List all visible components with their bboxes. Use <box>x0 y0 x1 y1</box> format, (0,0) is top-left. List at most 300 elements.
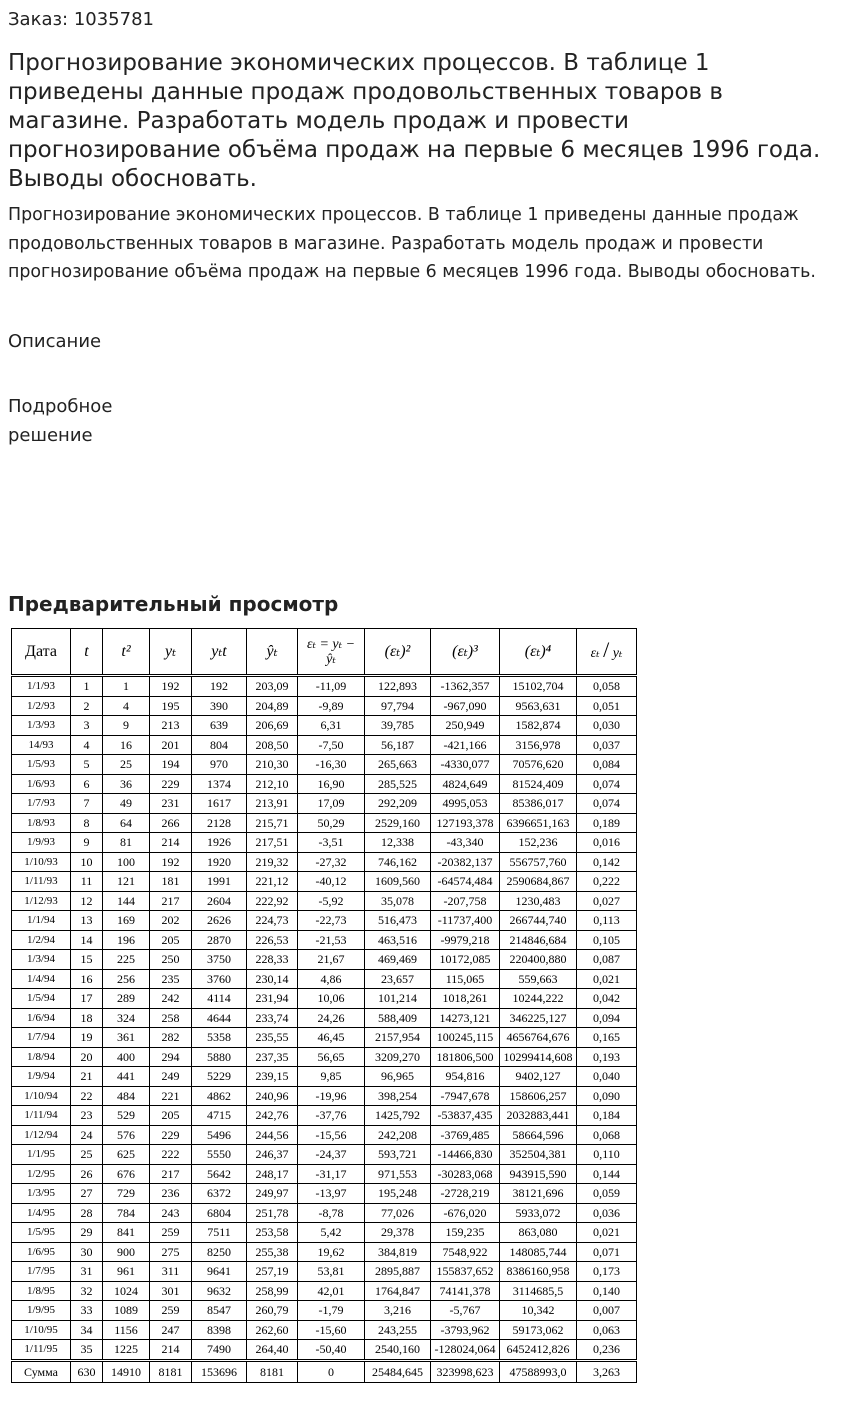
table-cell: 5550 <box>192 1145 247 1165</box>
table-cell: 3114685,5 <box>500 1281 577 1301</box>
table-cell: 228,33 <box>247 950 298 970</box>
table-cell: 390 <box>192 696 247 716</box>
date-cell: 1/3/95 <box>12 1184 71 1204</box>
table-cell: 301 <box>150 1281 192 1301</box>
table-cell: 236 <box>150 1184 192 1204</box>
table-row <box>12 930 637 950</box>
table-cell: 2157,954 <box>365 1028 431 1048</box>
table-cell: 122,893 <box>365 676 431 697</box>
table-row <box>12 1086 637 1106</box>
table-cell: 292,209 <box>365 794 431 814</box>
table-row <box>12 872 637 892</box>
table-cell: -1362,357 <box>431 676 500 697</box>
table-cell: 101,214 <box>365 989 431 1009</box>
table-cell: 29 <box>71 1223 103 1243</box>
table-cell: 1764,847 <box>365 1281 431 1301</box>
table-cell: 4656764,676 <box>500 1028 577 1048</box>
table-cell: 56,65 <box>298 1047 365 1067</box>
table-cell: 484 <box>103 1086 150 1106</box>
table-cell: 0,087 <box>577 950 637 970</box>
table-cell: 10 <box>71 852 103 872</box>
table-cell: 251,78 <box>247 1203 298 1223</box>
table-cell: -40,12 <box>298 872 365 892</box>
table-cell: 0,142 <box>577 852 637 872</box>
table-cell: 36 <box>103 774 150 794</box>
table-cell: 9563,631 <box>500 696 577 716</box>
table-cell: 202 <box>150 911 192 931</box>
total-cell: 8181 <box>150 1360 192 1382</box>
table-cell: 2032883,441 <box>500 1106 577 1126</box>
table-cell: 221 <box>150 1086 192 1106</box>
table-cell: 294 <box>150 1047 192 1067</box>
total-cell: 323998,623 <box>431 1360 500 1382</box>
table-cell: 804 <box>192 735 247 755</box>
table-cell: 2540,160 <box>365 1340 431 1361</box>
table-cell: 516,473 <box>365 911 431 931</box>
table-cell: 155837,652 <box>431 1262 500 1282</box>
table-cell: 59173,062 <box>500 1320 577 1340</box>
table-cell: 194 <box>150 755 192 775</box>
table-cell: 243 <box>150 1203 192 1223</box>
table-cell: 239,15 <box>247 1067 298 1087</box>
table-cell: 311 <box>150 1262 192 1282</box>
table-cell: -43,340 <box>431 833 500 853</box>
table-cell: 282 <box>150 1028 192 1048</box>
table-cell: 24 <box>71 1125 103 1145</box>
table-cell: 0,236 <box>577 1340 637 1361</box>
table-cell: -14466,830 <box>431 1145 500 1165</box>
date-cell: 1/9/93 <box>12 833 71 853</box>
table-cell: 148085,744 <box>500 1242 577 1262</box>
date-cell: 1/8/93 <box>12 813 71 833</box>
table-cell: 229 <box>150 774 192 794</box>
table-cell: -11,09 <box>298 676 365 697</box>
table-row <box>12 852 637 872</box>
table-cell: 56,187 <box>365 735 431 755</box>
date-cell: 14/93 <box>12 735 71 755</box>
table-cell: 4715 <box>192 1106 247 1126</box>
table-cell: 23 <box>71 1106 103 1126</box>
table-cell: 181806,500 <box>431 1047 500 1067</box>
table-cell: 46,45 <box>298 1028 365 1048</box>
table-cell: 0,058 <box>577 676 637 697</box>
table-cell: 0,068 <box>577 1125 637 1145</box>
table-cell: 961 <box>103 1262 150 1282</box>
table-cell: -676,020 <box>431 1203 500 1223</box>
col-eps-cubed: (εₜ)³ <box>431 629 500 676</box>
table-cell: 970 <box>192 755 247 775</box>
table-cell: 3156,978 <box>500 735 577 755</box>
table-cell: 226,53 <box>247 930 298 950</box>
table-cell: 208,50 <box>247 735 298 755</box>
table-cell: 225 <box>103 950 150 970</box>
table-cell: 588,409 <box>365 1008 431 1028</box>
table-cell: 625 <box>103 1145 150 1165</box>
table-cell: 8250 <box>192 1242 247 1262</box>
table-row <box>12 1106 637 1126</box>
table-cell: 529 <box>103 1106 150 1126</box>
date-cell: 1/11/94 <box>12 1106 71 1126</box>
col-eps-squared: (εₜ)² <box>365 629 431 676</box>
table-cell: 29,378 <box>365 1223 431 1243</box>
table-cell: 19 <box>71 1028 103 1048</box>
table-cell: 3750 <box>192 950 247 970</box>
table-cell: -19,96 <box>298 1086 365 1106</box>
table-cell: 250,949 <box>431 716 500 736</box>
table-cell: 10,342 <box>500 1301 577 1321</box>
table-cell: 0,007 <box>577 1301 637 1321</box>
table-cell: 115,065 <box>431 969 500 989</box>
table-row <box>12 1262 637 1282</box>
col-epsilon: εₜ = yₜ − ŷₜ <box>298 629 365 676</box>
table-cell: -53837,435 <box>431 1106 500 1126</box>
table-cell: 2590684,867 <box>500 872 577 892</box>
table-cell: 1920 <box>192 852 247 872</box>
date-cell: 1/11/95 <box>12 1340 71 1361</box>
date-cell: 1/4/94 <box>12 969 71 989</box>
col-date: Дата <box>12 629 71 676</box>
table-row <box>12 911 637 931</box>
table-row <box>12 755 637 775</box>
table-cell: 253,58 <box>247 1223 298 1243</box>
table-cell: 16,90 <box>298 774 365 794</box>
col-t-squared: t² <box>103 629 150 676</box>
date-cell: 1/7/93 <box>12 794 71 814</box>
table-cell: 230,14 <box>247 969 298 989</box>
table-cell: 0,184 <box>577 1106 637 1126</box>
table-cell: 210,30 <box>247 755 298 775</box>
table-cell: 266 <box>150 813 192 833</box>
table-cell: 2 <box>71 696 103 716</box>
table-cell: 863,080 <box>500 1223 577 1243</box>
table-cell: 3 <box>71 716 103 736</box>
table-cell: 4644 <box>192 1008 247 1028</box>
table-total-row <box>12 1360 637 1382</box>
table-cell: 24,26 <box>298 1008 365 1028</box>
table-cell: 50,29 <box>298 813 365 833</box>
table-cell: 841 <box>103 1223 150 1243</box>
table-cell: 8398 <box>192 1320 247 1340</box>
date-cell: 1/1/95 <box>12 1145 71 1165</box>
table-row <box>12 833 637 853</box>
table-cell: 9641 <box>192 1262 247 1282</box>
table-cell: 21,67 <box>298 950 365 970</box>
table-cell: 203,09 <box>247 676 298 697</box>
table-cell: 0,090 <box>577 1086 637 1106</box>
table-cell: -50,40 <box>298 1340 365 1361</box>
table-cell: 0,084 <box>577 755 637 775</box>
table-row <box>12 1184 637 1204</box>
table-cell: 30 <box>71 1242 103 1262</box>
table-row <box>12 1203 637 1223</box>
table-cell: 6 <box>71 774 103 794</box>
table-row <box>12 1067 637 1087</box>
table-cell: 4114 <box>192 989 247 1009</box>
table-cell: 1 <box>103 676 150 697</box>
total-label: Сумма <box>12 1360 71 1382</box>
table-cell: 1609,560 <box>365 872 431 892</box>
table-row <box>12 1164 637 1184</box>
table-cell: 17,09 <box>298 794 365 814</box>
table-cell: 257,19 <box>247 1262 298 1282</box>
table-row <box>12 1301 637 1321</box>
table-cell: 17 <box>71 989 103 1009</box>
date-cell: 1/12/93 <box>12 891 71 911</box>
table-cell: 231,94 <box>247 989 298 1009</box>
table-cell: 9,85 <box>298 1067 365 1087</box>
table-cell: 16 <box>103 735 150 755</box>
table-cell: 0,074 <box>577 794 637 814</box>
table-cell: -207,758 <box>431 891 500 911</box>
table-cell: -9,89 <box>298 696 365 716</box>
table-cell: 0,173 <box>577 1262 637 1282</box>
table-cell: 729 <box>103 1184 150 1204</box>
table-cell: 96,965 <box>365 1067 431 1087</box>
table-cell: 23,657 <box>365 969 431 989</box>
preview-heading: Предварительный просмотр <box>8 592 339 616</box>
table-cell: 10172,085 <box>431 950 500 970</box>
table-cell: 169 <box>103 911 150 931</box>
table-cell: 13 <box>71 911 103 931</box>
table-cell: 266744,740 <box>500 911 577 931</box>
table-cell: -8,78 <box>298 1203 365 1223</box>
table-cell: 7548,922 <box>431 1242 500 1262</box>
table-cell: 0,140 <box>577 1281 637 1301</box>
table-cell: 19,62 <box>298 1242 365 1262</box>
table-cell: 235,55 <box>247 1028 298 1048</box>
date-cell: 1/5/93 <box>12 755 71 775</box>
table-cell: -7,50 <box>298 735 365 755</box>
table-cell: 255,38 <box>247 1242 298 1262</box>
table-cell: 259 <box>150 1223 192 1243</box>
table-cell: 346225,127 <box>500 1008 577 1028</box>
table-cell: 222 <box>150 1145 192 1165</box>
table-row <box>12 1320 637 1340</box>
table-cell: 27 <box>71 1184 103 1204</box>
table-cell: 6372 <box>192 1184 247 1204</box>
col-yhat: ŷₜ <box>247 629 298 676</box>
table-cell: 49 <box>103 794 150 814</box>
table-cell: 144 <box>103 891 150 911</box>
table-cell: 258,99 <box>247 1281 298 1301</box>
table-cell: 14 <box>71 930 103 950</box>
date-cell: 1/7/95 <box>12 1262 71 1282</box>
table-cell: 181 <box>150 872 192 892</box>
table-cell: 195,248 <box>365 1184 431 1204</box>
table-cell: 26 <box>71 1164 103 1184</box>
table-cell: 22 <box>71 1086 103 1106</box>
table-cell: 9402,127 <box>500 1067 577 1087</box>
total-cell: 630 <box>71 1360 103 1382</box>
table-cell: 192 <box>150 852 192 872</box>
table-cell: 398,254 <box>365 1086 431 1106</box>
table-cell: 258 <box>150 1008 192 1028</box>
table-cell: 5496 <box>192 1125 247 1145</box>
sales-table <box>11 628 637 1383</box>
table-cell: 53,81 <box>298 1262 365 1282</box>
task-description: Прогнозирование экономических процессов. В таблице 1 приведены данные продаж продовольственных товаров в магазине. Разработать модель продаж и провести прогнозирование объёма продаж на первые 6 месяцев 1996 года. Выводы обосновать. <box>8 205 816 282</box>
table-cell: 39,785 <box>365 716 431 736</box>
table-cell: 7511 <box>192 1223 247 1243</box>
table-cell: 0,021 <box>577 1223 637 1243</box>
table-cell: 1582,874 <box>500 716 577 736</box>
table-cell: -22,73 <box>298 911 365 931</box>
date-cell: 1/3/93 <box>12 716 71 736</box>
table-cell: 0,113 <box>577 911 637 931</box>
table-cell: 0,105 <box>577 930 637 950</box>
table-cell: 0,042 <box>577 989 637 1009</box>
table-cell: 205 <box>150 1106 192 1126</box>
date-cell: 1/1/94 <box>12 911 71 931</box>
table-cell: 33 <box>71 1301 103 1321</box>
table-cell: -13,97 <box>298 1184 365 1204</box>
table-row <box>12 1125 637 1145</box>
date-cell: 1/1/93 <box>12 676 71 697</box>
table-cell: 400 <box>103 1047 150 1067</box>
table-cell: 9632 <box>192 1281 247 1301</box>
table-cell: 217 <box>150 1164 192 1184</box>
table-cell: -24,37 <box>298 1145 365 1165</box>
table-row <box>12 1047 637 1067</box>
table-cell: -4330,077 <box>431 755 500 775</box>
table-cell: 4,86 <box>298 969 365 989</box>
table-cell: 249 <box>150 1067 192 1087</box>
table-cell: 246,37 <box>247 1145 298 1165</box>
table-cell: 1156 <box>103 1320 150 1340</box>
table-cell: 77,026 <box>365 1203 431 1223</box>
table-cell: 5,42 <box>298 1223 365 1243</box>
table-cell: 7490 <box>192 1340 247 1361</box>
table-cell: 0,071 <box>577 1242 637 1262</box>
date-cell: 1/2/95 <box>12 1164 71 1184</box>
table-cell: 0,040 <box>577 1067 637 1087</box>
table-cell: 0,027 <box>577 891 637 911</box>
table-cell: 229 <box>150 1125 192 1145</box>
table-cell: -15,60 <box>298 1320 365 1340</box>
total-cell: 3,263 <box>577 1360 637 1382</box>
table-cell: 2529,160 <box>365 813 431 833</box>
table-cell: 256 <box>103 969 150 989</box>
table-row <box>12 716 637 736</box>
total-cell: 8181 <box>247 1360 298 1382</box>
table-row <box>12 1223 637 1243</box>
table-cell: 275 <box>150 1242 192 1262</box>
table-cell: 361 <box>103 1028 150 1048</box>
col-eps-fourth: (εₜ)⁴ <box>500 629 577 676</box>
table-cell: 247 <box>150 1320 192 1340</box>
table-cell: 235 <box>150 969 192 989</box>
table-cell: 3,216 <box>365 1301 431 1321</box>
table-cell: 224,73 <box>247 911 298 931</box>
table-cell: 34 <box>71 1320 103 1340</box>
table-cell: 259 <box>150 1301 192 1321</box>
table-cell: 2128 <box>192 813 247 833</box>
table-cell: 231 <box>150 794 192 814</box>
table-cell: -967,090 <box>431 696 500 716</box>
table-cell: -5,92 <box>298 891 365 911</box>
description-label: Описание <box>8 331 102 352</box>
table-cell: 469,469 <box>365 950 431 970</box>
table-cell: 10244,222 <box>500 989 577 1009</box>
table-cell: 242,208 <box>365 1125 431 1145</box>
table-cell: 784 <box>103 1203 150 1223</box>
date-cell: 1/9/95 <box>12 1301 71 1321</box>
table-cell: 0,030 <box>577 716 637 736</box>
table-cell: 954,816 <box>431 1067 500 1087</box>
table-cell: 6396651,163 <box>500 813 577 833</box>
col-yt: yₜt <box>192 629 247 676</box>
table-cell: 100 <box>103 852 150 872</box>
table-cell: 192 <box>150 676 192 697</box>
table-row <box>12 1281 637 1301</box>
table-cell: 81 <box>103 833 150 853</box>
page-title: Прогнозирование экономических процессов. В таблице 1 приведены данные продаж продовольственных товаров в магазине. Разработать модель продаж и провести прогнозирование объёма продаж на первые 6 месяцев 1996 года. Выводы обосновать. <box>8 50 821 192</box>
table-cell: 240,96 <box>247 1086 298 1106</box>
table-cell: 971,553 <box>365 1164 431 1184</box>
table-cell: 1374 <box>192 774 247 794</box>
table-row <box>12 676 637 697</box>
table-row <box>12 696 637 716</box>
table-cell: 0,144 <box>577 1164 637 1184</box>
table-cell: 3209,270 <box>365 1047 431 1067</box>
table-cell: 943915,590 <box>500 1164 577 1184</box>
table-cell: -31,17 <box>298 1164 365 1184</box>
table-cell: 9 <box>103 716 150 736</box>
table-cell: 576 <box>103 1125 150 1145</box>
table-cell: 21 <box>71 1067 103 1087</box>
detailed-solution-label: Подробное решение <box>8 396 113 446</box>
table-cell: 4 <box>103 696 150 716</box>
table-cell: 1425,792 <box>365 1106 431 1126</box>
table-cell: -37,76 <box>298 1106 365 1126</box>
table-cell: -27,32 <box>298 852 365 872</box>
date-cell: 1/3/94 <box>12 950 71 970</box>
table-cell: 6452412,826 <box>500 1340 577 1361</box>
table-cell: 639 <box>192 716 247 736</box>
table-row <box>12 1145 637 1165</box>
table-cell: 0,036 <box>577 1203 637 1223</box>
table-cell: 196 <box>103 930 150 950</box>
table-row <box>12 1340 637 1361</box>
table-cell: 31 <box>71 1262 103 1282</box>
table-cell: 0,063 <box>577 1320 637 1340</box>
table-row <box>12 1008 637 1028</box>
table-cell: 463,516 <box>365 930 431 950</box>
table-cell: 5933,072 <box>500 1203 577 1223</box>
table-cell: 15 <box>71 950 103 970</box>
table-cell: 7 <box>71 794 103 814</box>
table-cell: 204,89 <box>247 696 298 716</box>
date-cell: 1/2/93 <box>12 696 71 716</box>
table-cell: 206,69 <box>247 716 298 736</box>
table-cell: 222,92 <box>247 891 298 911</box>
table-cell: 159,235 <box>431 1223 500 1243</box>
table-cell: 1926 <box>192 833 247 853</box>
preview-image <box>11 628 636 1392</box>
table-cell: 1089 <box>103 1301 150 1321</box>
table-cell: 152,236 <box>500 833 577 853</box>
table-cell: 593,721 <box>365 1145 431 1165</box>
table-cell: 97,794 <box>365 696 431 716</box>
date-cell: 1/5/95 <box>12 1223 71 1243</box>
table-cell: -2728,219 <box>431 1184 500 1204</box>
table-row <box>12 969 637 989</box>
table-cell: 6804 <box>192 1203 247 1223</box>
table-cell: -128024,064 <box>431 1340 500 1361</box>
table-cell: 260,79 <box>247 1301 298 1321</box>
table-cell: 5880 <box>192 1047 247 1067</box>
table-cell: 35 <box>71 1340 103 1361</box>
